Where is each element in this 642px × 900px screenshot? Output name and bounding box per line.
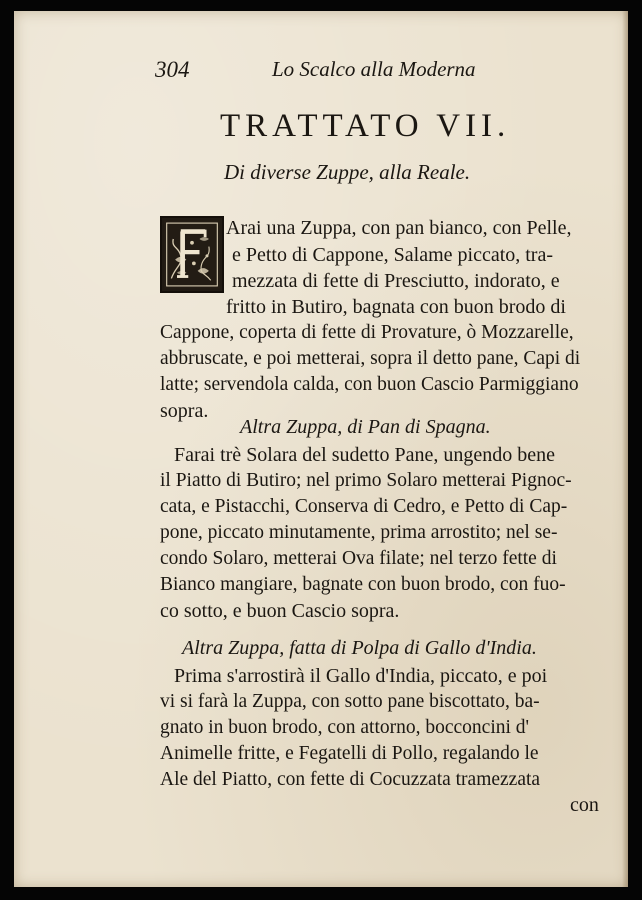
text-line: e Petto di Cappone, Salame piccato, tra- xyxy=(232,244,554,266)
text-line: il Piatto di Butiro; nel primo Solaro metterai Pignoc- xyxy=(160,470,572,491)
section-heading: Di diverse Zuppe, alla Reale. xyxy=(224,160,471,184)
text-line: mezzata di fette di Presciutto, indorato, e xyxy=(232,270,560,292)
text-line: Bianco mangiare, bagnate con buon brodo, con fuo- xyxy=(160,574,566,595)
catchword: con xyxy=(570,794,599,816)
text-line: gnato in buon brodo, con attorno, bocconcini d' xyxy=(160,717,530,738)
text-line: pone, piccato minutamente, prima arrostito; nel se- xyxy=(160,522,558,543)
text-line: Animelle fritte, e Fegatelli di Pollo, regalando le xyxy=(160,743,539,764)
text-line: vi si farà la Zuppa, con sotto pane biscottato, ba- xyxy=(160,691,540,712)
text-line: Arai una Zuppa, con pan bianco, con Pelle, xyxy=(226,217,572,239)
running-title: Lo Scalco alla Moderna xyxy=(272,57,476,81)
text-line: condo Solaro, metterai Ova filate; nel terzo fette di xyxy=(160,548,557,569)
book-page xyxy=(14,11,628,887)
text-line: co sotto, e buon Cascio sopra. xyxy=(160,600,400,622)
page-number: 304 xyxy=(155,57,190,82)
text-line: fritto in Butiro, bagnata con buon brodo di xyxy=(226,296,566,318)
ornamental-initial-icon xyxy=(160,216,224,293)
text-line: cata, e Pistacchi, Conserva di Cedro, e Petto di Cap- xyxy=(160,496,568,517)
text-line: Cappone, coperta di fette di Provature, ò Mozzarelle, xyxy=(160,322,574,343)
text-line: Ale del Piatto, con fette di Cocuzzata tramezzata xyxy=(160,769,541,790)
text-line: sopra. xyxy=(160,400,209,422)
text-line: Farai trè Solara del sudetto Pane, ungendo bene xyxy=(174,444,555,466)
text-line: abbruscate, e poi metterai, sopra il detto pane, Capi di xyxy=(160,348,581,369)
recipe-heading: Altra Zuppa, fatta di Polpa di Gallo d'India. xyxy=(182,637,537,659)
chapter-title: TRATTATO VII. xyxy=(220,108,511,144)
text-line: latte; servendola calda, con buon Cascio Parmiggiano xyxy=(160,374,579,395)
text-line: Prima s'arrostirà il Gallo d'India, piccato, e poi xyxy=(174,665,548,687)
recipe-heading: Altra Zuppa, di Pan di Spagna. xyxy=(240,416,491,438)
